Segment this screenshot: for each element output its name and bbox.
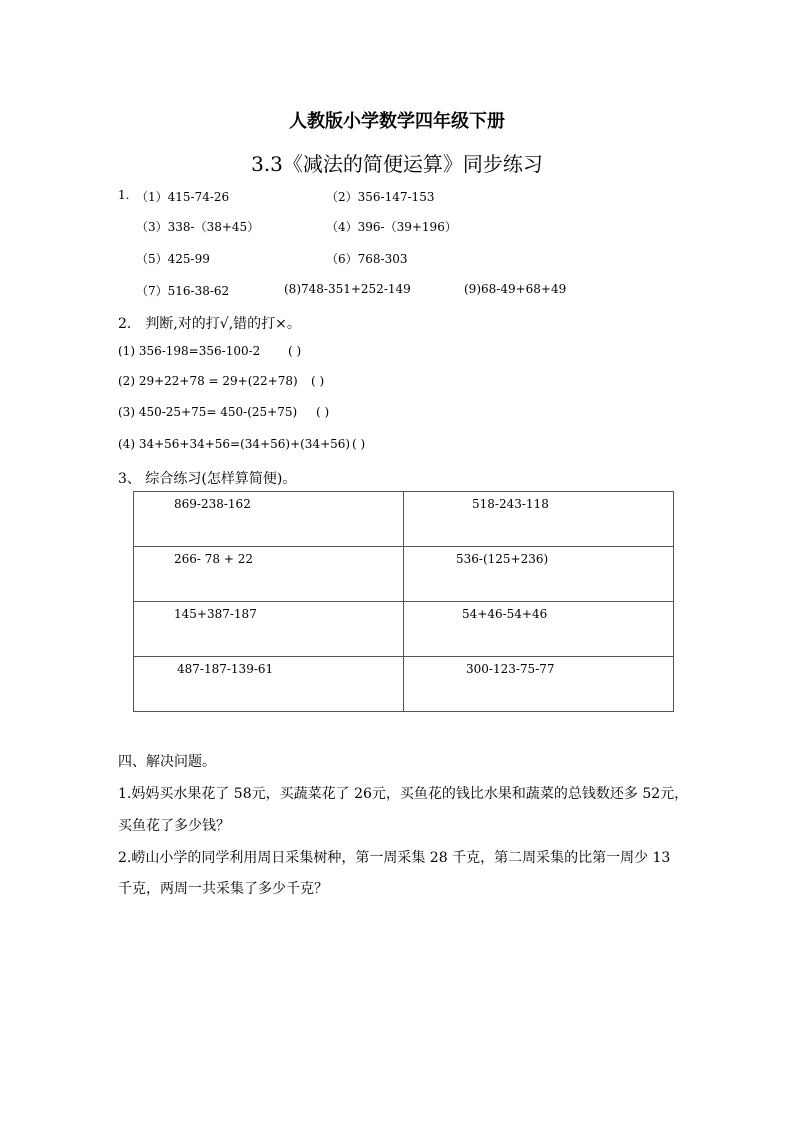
- expression: 300-123-75-77: [466, 662, 555, 676]
- section1-number: 1.: [118, 188, 130, 202]
- answer-blank-1[interactable]: ( ): [288, 344, 302, 358]
- expression: 518-243-118: [472, 497, 549, 511]
- judge-item-4: (4) 34+56+34+56=(34+56)+(34+56): [118, 437, 351, 451]
- section1-item-2: （2）356-147-153: [326, 190, 435, 204]
- table-cell[interactable]: [404, 657, 674, 712]
- section3-heading: 3、 综合练习(怎样算简便)。: [118, 471, 297, 487]
- section2-heading: 2． 判断,对的打√,错的打×。: [118, 316, 301, 332]
- section1-item-7: （7）516-38-62: [136, 284, 230, 298]
- expression: 54+46-54+46: [462, 607, 548, 621]
- expression: 869-238-162: [174, 497, 251, 511]
- answer-blank-3[interactable]: ( ): [316, 405, 330, 419]
- section1-item-1: （1）415-74-26: [136, 190, 230, 204]
- table-row: [134, 492, 674, 547]
- problem2-line1: 2.崂山小学的同学利用周日采集树种，第一周采集 28 千克，第二周采集的比第一周少 13: [118, 850, 671, 866]
- problem1-line1: 1.妈妈买水果花了 58元，买蔬菜花了 26元，买鱼花的钱比水果和蔬菜的总钱数还多 52元，: [118, 786, 689, 802]
- page-title: 人教版小学数学四年级下册: [289, 111, 505, 132]
- section1-item-5: （5）425-99: [136, 252, 210, 266]
- table-row: [134, 547, 674, 602]
- answer-blank-4[interactable]: ( ): [352, 437, 366, 451]
- judge-item-1: (1) 356-198=356-100-2: [118, 344, 261, 358]
- table-cell[interactable]: [404, 602, 674, 657]
- section1-item-6: （6）768-303: [326, 252, 408, 266]
- judge-item-2: (2) 29+22+78 = 29+(22+78): [118, 374, 298, 388]
- section1-item-4: （4）396-（39+196）: [326, 220, 457, 234]
- section4-heading: 四、解决问题。: [118, 754, 216, 770]
- section1-item-9: (9)68-49+68+49: [464, 282, 567, 296]
- page-subtitle: 3.3《减法的简便运算》同步练习: [251, 152, 543, 176]
- table-cell[interactable]: [404, 492, 674, 547]
- judge-item-3: (3) 450-25+75= 450-(25+75): [118, 405, 298, 419]
- answer-blank-2[interactable]: ( ): [311, 374, 325, 388]
- problem1-line2: 买鱼花了多少钱？: [118, 818, 230, 834]
- expression: 266- 78 + 22: [174, 552, 253, 566]
- problem2-line2: 千克，两周一共采集了多少千克？: [118, 881, 328, 897]
- table-cell[interactable]: [134, 492, 404, 547]
- table-cell[interactable]: [404, 547, 674, 602]
- table-row: [134, 602, 674, 657]
- exercise-table: [133, 491, 674, 712]
- section1-item-3: （3）338-（38+45）: [136, 220, 260, 234]
- table-cell[interactable]: [134, 602, 404, 657]
- section1-item-8: (8)748-351+252-149: [284, 282, 411, 296]
- table-cell[interactable]: [134, 657, 404, 712]
- table-cell[interactable]: [134, 547, 404, 602]
- expression: 487-187-139-61: [177, 662, 274, 676]
- table-row: [134, 657, 674, 712]
- expression: 536-(125+236): [456, 552, 549, 566]
- expression: 145+387-187: [174, 607, 257, 621]
